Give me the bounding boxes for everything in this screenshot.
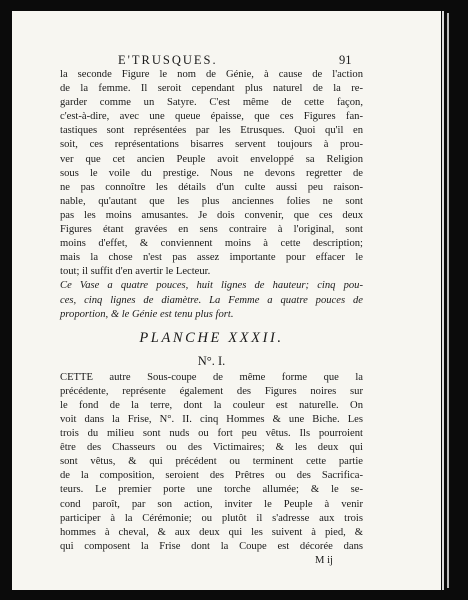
text-line: de la femme. Il seroit cependant plus naturel de la re- xyxy=(60,83,363,95)
note-line: proportion, & le Génie est tenu plus fort. xyxy=(60,308,234,320)
signature-mark: M ij xyxy=(315,554,333,566)
text-line: soit, ces représentations bisarres servent toujours à prou- xyxy=(60,139,363,151)
page-edge-shadow xyxy=(447,13,449,588)
paragraph-1 xyxy=(60,68,363,279)
note-line: Ce Vase a quatre pouces, huit lignes de hauteur; cinq pou- xyxy=(60,280,363,292)
plate-title: PLANCHE XXXII. xyxy=(139,329,284,346)
text-line: précédente, représente également des Figures noires sur xyxy=(60,385,363,397)
text-line: trois du milieu sont nuds ou fort peu vêtus. Ils pourroient xyxy=(60,428,363,440)
text-line: c'est-à-dire, avec une queue épaisse, que ces Figures fan- xyxy=(60,111,363,123)
text-line: pas les moins amusantes. Je dois convenir, que ces deux xyxy=(60,209,363,221)
running-head xyxy=(60,54,363,68)
text-line: teurs. Le premier porte une torche allumée; & le se- xyxy=(60,484,363,496)
text-line: sous le voile du prestige. Nous ne devons regretter de xyxy=(60,167,363,179)
text-line: être des Chasseurs ou des Victimaires; & les deux qui xyxy=(60,442,363,454)
text-line: garder comme un Satyre. C'est même de cette façon, xyxy=(60,97,363,109)
text-line: voit dans la Frise, N°. II. cinq Hommes & une Biche. Les xyxy=(60,413,363,425)
text-line: ver que cet ancien Peuple avoit enveloppé sa Religion xyxy=(60,153,363,165)
text-line: cond paroît, par son action, inviter le Peuple à venir xyxy=(60,498,363,510)
page-text xyxy=(60,54,363,567)
note-line: ces, cinq lignes de diamètre. La Femme a quatre pouces de xyxy=(60,294,363,306)
text-line: tastiques sont représentées par les Etrusques. Quoi qu'il en xyxy=(60,125,363,137)
text-line: ne pas connoître les détails d'un culte aussi peu raison- xyxy=(60,181,363,193)
dimensions-note xyxy=(60,279,363,321)
text-line: le fond de la terre, dont la couleur est naturelle. On xyxy=(60,399,363,411)
text-line: sont vêtus, & qui précédent ou terminent cette partie xyxy=(60,456,363,468)
text-line: la seconde Figure le nom de Génie, à cause de l'action xyxy=(60,69,363,80)
text-line: tout; il suffit d'en avertir le Lecteur. xyxy=(60,266,211,278)
text-line: Figures étant gravées en sens contraire à l'original, sont xyxy=(60,224,363,236)
text-line: nable, qu'autant que les plus anciennes folies ne sont xyxy=(60,195,363,207)
page-number: 91 xyxy=(339,53,352,67)
page-edge xyxy=(442,11,444,590)
running-head-title: E'TRUSQUES. xyxy=(118,53,218,67)
text-line: mais la chose n'est pas assez importante pour effacer le xyxy=(60,252,363,264)
text-line: moins d'effet, & conviennent moins à cette description; xyxy=(60,238,363,250)
text-line: hommes à cheval, & aux deux qui les suivent à pied, & xyxy=(60,526,363,538)
text-line: participer à la Cérémonie; ou plutôt il s'adresse aux trois xyxy=(60,512,363,524)
plate-number: N°. I. xyxy=(197,353,226,368)
text-line: qui composent la Frise dont la Coupe est décorée dans xyxy=(60,540,363,552)
text-line: CETTE autre Sous-coupe de même forme que la xyxy=(60,371,363,383)
text-line: de la composition, seroient des Prêtres ou des Sacrifica- xyxy=(60,470,363,482)
paragraph-2 xyxy=(60,371,363,554)
